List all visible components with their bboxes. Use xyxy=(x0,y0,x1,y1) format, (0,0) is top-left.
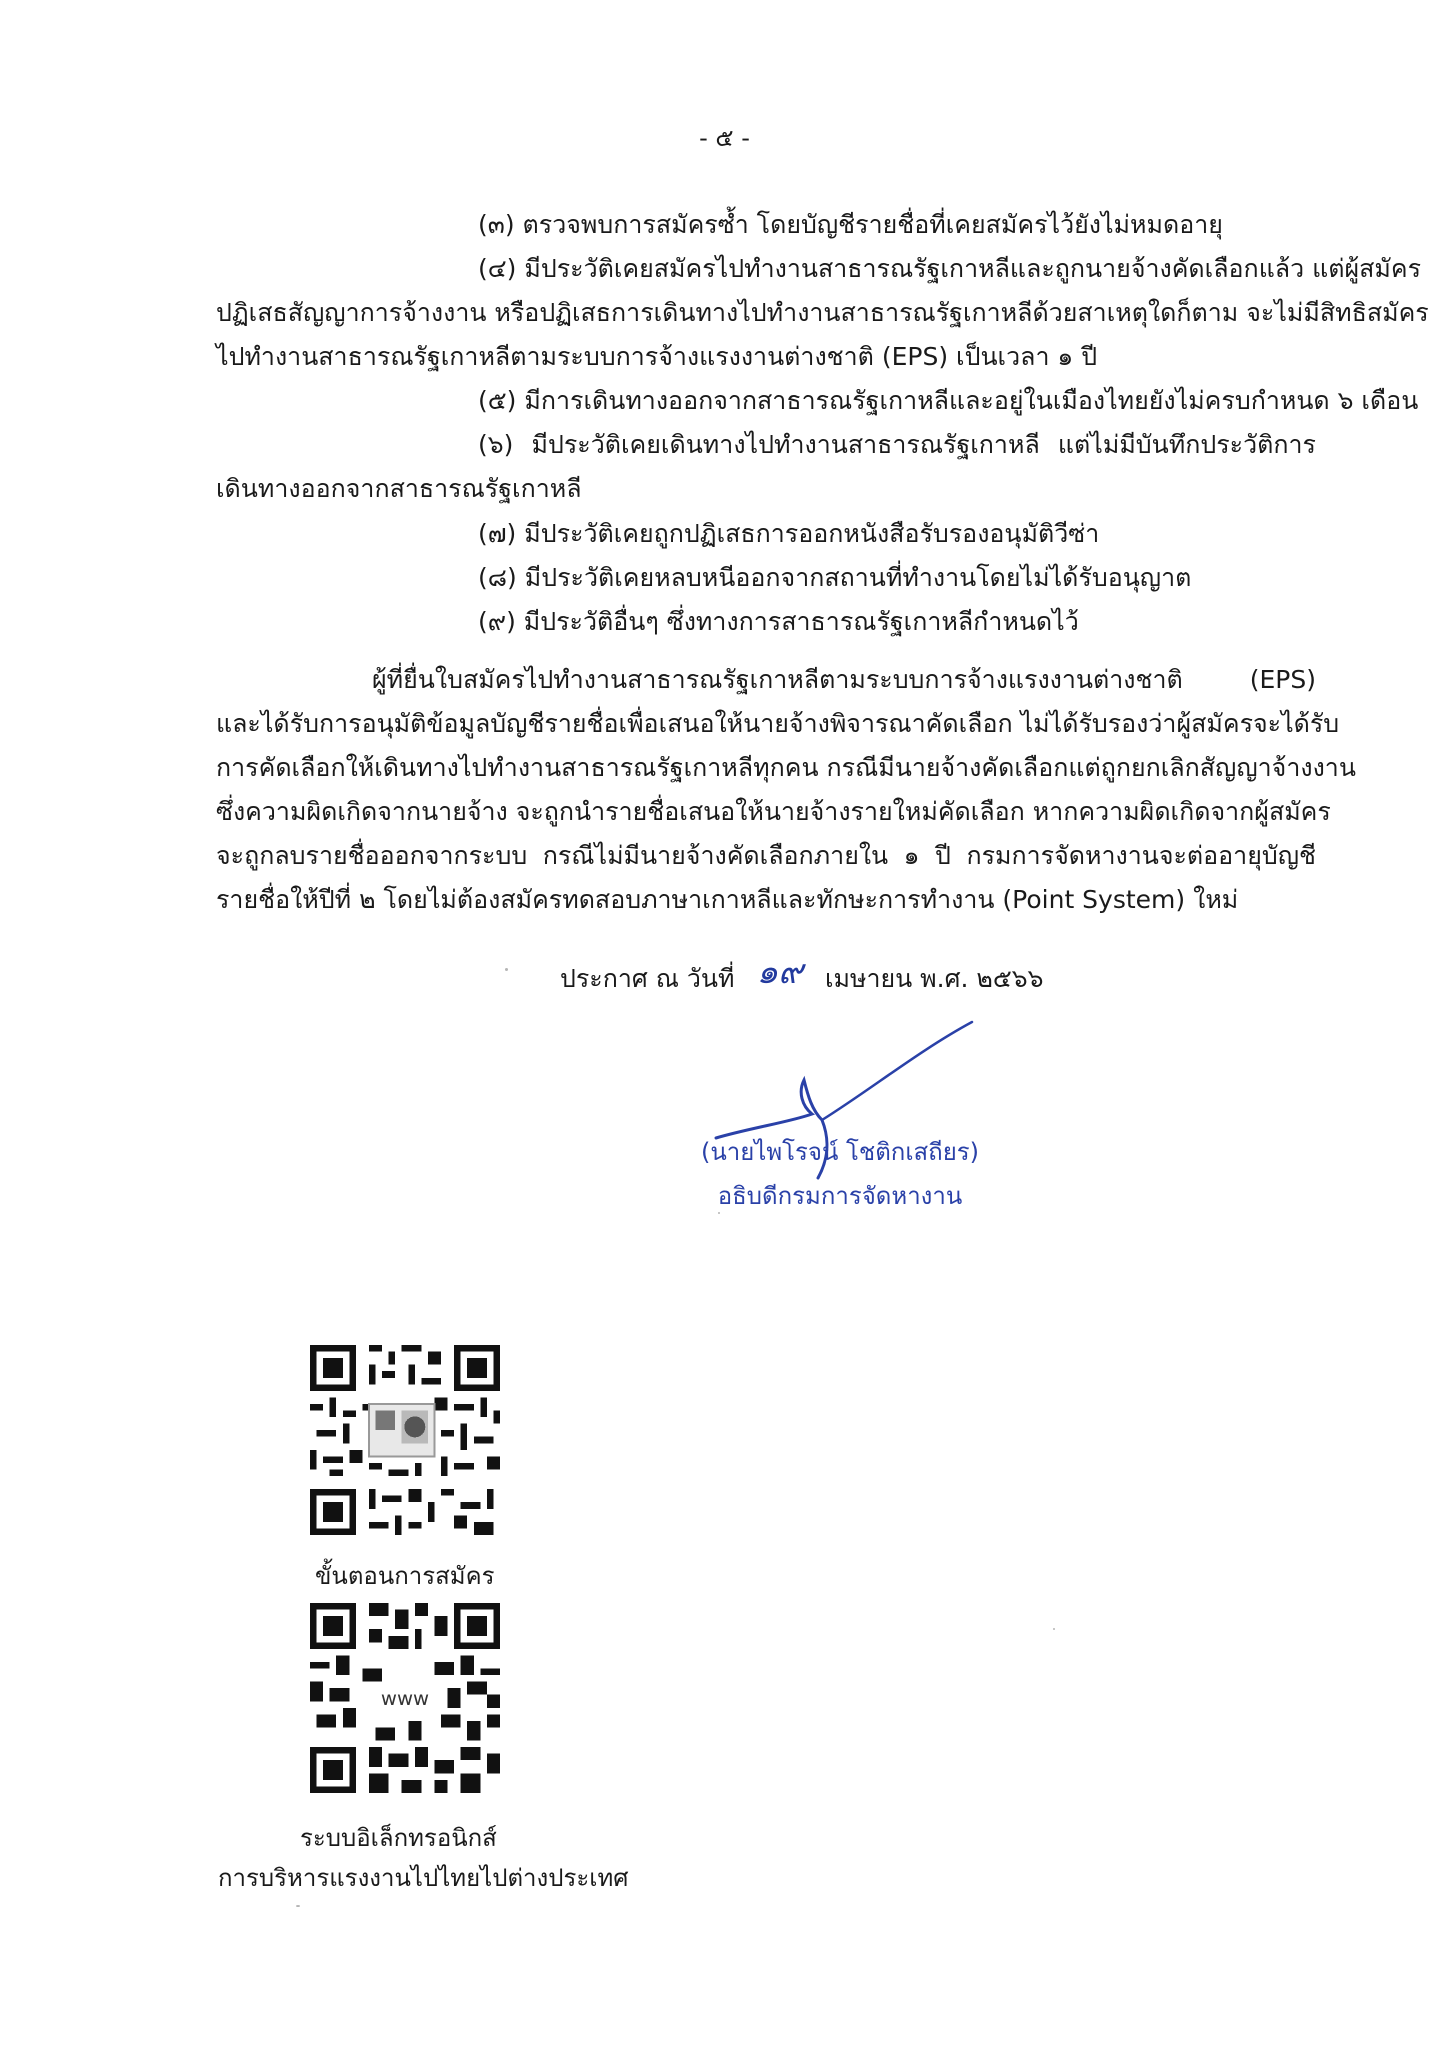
announcement-date xyxy=(560,948,1044,1002)
announcement-prefix: ประกาศ ณ วันที่ xyxy=(560,964,735,993)
condition-9-line-1: (๙) มีประวัติอื่นๆ ซึ่งทางการสาธารณรัฐเกาหลีกำหนดไว้ xyxy=(478,607,1079,636)
scan-speck xyxy=(718,1212,720,1214)
qr-code-icon[interactable] xyxy=(310,1345,500,1535)
scan-speck xyxy=(1053,1628,1055,1630)
signer-name: (นายไพโรจน์ โชติกเสถียร) xyxy=(700,1138,980,1166)
qr-2-center-text: www xyxy=(380,1687,430,1711)
paragraph-line-2: และได้รับการอนุมัติข้อมูลบัญชีรายชื่อเพื่อเสนอให้นายจ้างพิจารณาคัดเลือก ไม่ได้รับรองว่าผู้สมัครจะได้รับ xyxy=(216,709,1340,738)
paragraph-line-1: ผู้ที่ยื่นใบสมัครไปทำงานสาธารณรัฐเกาหลีตามระบบการจ้างแรงงานต่างชาติ (EPS) xyxy=(372,665,1316,694)
paragraph-line-6: รายชื่อให้ปีที่ ๒ โดยไม่ต้องสมัครทดสอบภาษาเกาหลีและทักษะการทำงาน (Point System) ใหม่ xyxy=(216,885,1239,914)
signer-title: อธิบดีกรมการจัดหางาน xyxy=(717,1182,963,1210)
qr-1-label: ขั้นตอนการสมัคร xyxy=(315,1562,495,1590)
announcement-day-handwritten: ๑๙ xyxy=(756,952,803,992)
qr-2-label-line-1: ระบบอิเล็กทรอนิกส์ xyxy=(300,1824,497,1852)
condition-4-line-3: ไปทำงานสาธารณรัฐเกาหลีตามระบบการจ้างแรงงานต่างชาติ (EPS) เป็นเวลา ๑ ปี xyxy=(216,342,1098,371)
announcement-month-year: เมษายน พ.ศ. ๒๕๖๖ xyxy=(824,964,1044,993)
scan-speck xyxy=(296,1905,300,1907)
condition-7-line-1: (๗) มีประวัติเคยถูกปฏิเสธการออกหนังสือรับรองอนุมัติวีซ่า xyxy=(478,519,1100,548)
condition-4-line-1: (๔) มีประวัติเคยสมัครไปทำงานสาธารณรัฐเกาหลีและถูกนายจ้างคัดเลือกแล้ว แต่ผู้สมัคร xyxy=(478,254,1421,283)
condition-5-line-1: (๕) มีการเดินทางออกจากสาธารณรัฐเกาหลีและอยู่ในเมืองไทยยังไม่ครบกำหนด ๖ เดือน xyxy=(478,386,1419,415)
condition-3-line-1: (๓) ตรวจพบการสมัครซ้ำ โดยบัญชีรายชื่อที่เคยสมัครไว้ยังไม่หมดอายุ xyxy=(478,210,1223,239)
paragraph-line-3: การคัดเลือกให้เดินทางไปทำงานสาธารณรัฐเกาหลีทุกคน กรณีมีนายจ้างคัดเลือกแต่ถูกยกเลิกสัญญาจ้างงาน xyxy=(216,753,1356,782)
condition-6-line-2: เดินทางออกจากสาธารณรัฐเกาหลี xyxy=(216,474,582,503)
condition-4-line-2: ปฏิเสธสัญญาการจ้างงาน หรือปฏิเสธการเดินทางไปทำงานสาธารณรัฐเกาหลีด้วยสาเหตุใดก็ตาม จะไม่มีสิทธิสมัคร xyxy=(216,298,1429,327)
qr-2-label-line-2: การบริหารแรงงานไปไทยไปต่างประเทศ xyxy=(218,1864,629,1892)
condition-8-line-1: (๘) มีประวัติเคยหลบหนีออกจากสถานที่ทำงานโดยไม่ได้รับอนุญาต xyxy=(478,563,1192,592)
paragraph-line-4: ซึ่งความผิดเกิดจากนายจ้าง จะถูกนำรายชื่อเสนอให้นายจ้างรายใหม่คัดเลือก หากความผิดเกิดจากผู้สมัคร xyxy=(216,797,1331,826)
scan-speck xyxy=(505,968,508,971)
condition-6-line-1: (๖) มีประวัติเคยเดินทางไปทำงานสาธารณรัฐเกาหลี แต่ไม่มีบันทึกประวัติการ xyxy=(478,430,1316,459)
paragraph-line-5: จะถูกลบรายชื่อออกจากระบบ กรณีไม่มีนายจ้างคัดเลือกภายใน ๑ ปี กรมการจัดหางานจะต่ออายุบัญชี xyxy=(216,841,1316,870)
qr-code-icon[interactable] xyxy=(310,1603,500,1793)
page-number: - ๕ - xyxy=(699,124,750,152)
